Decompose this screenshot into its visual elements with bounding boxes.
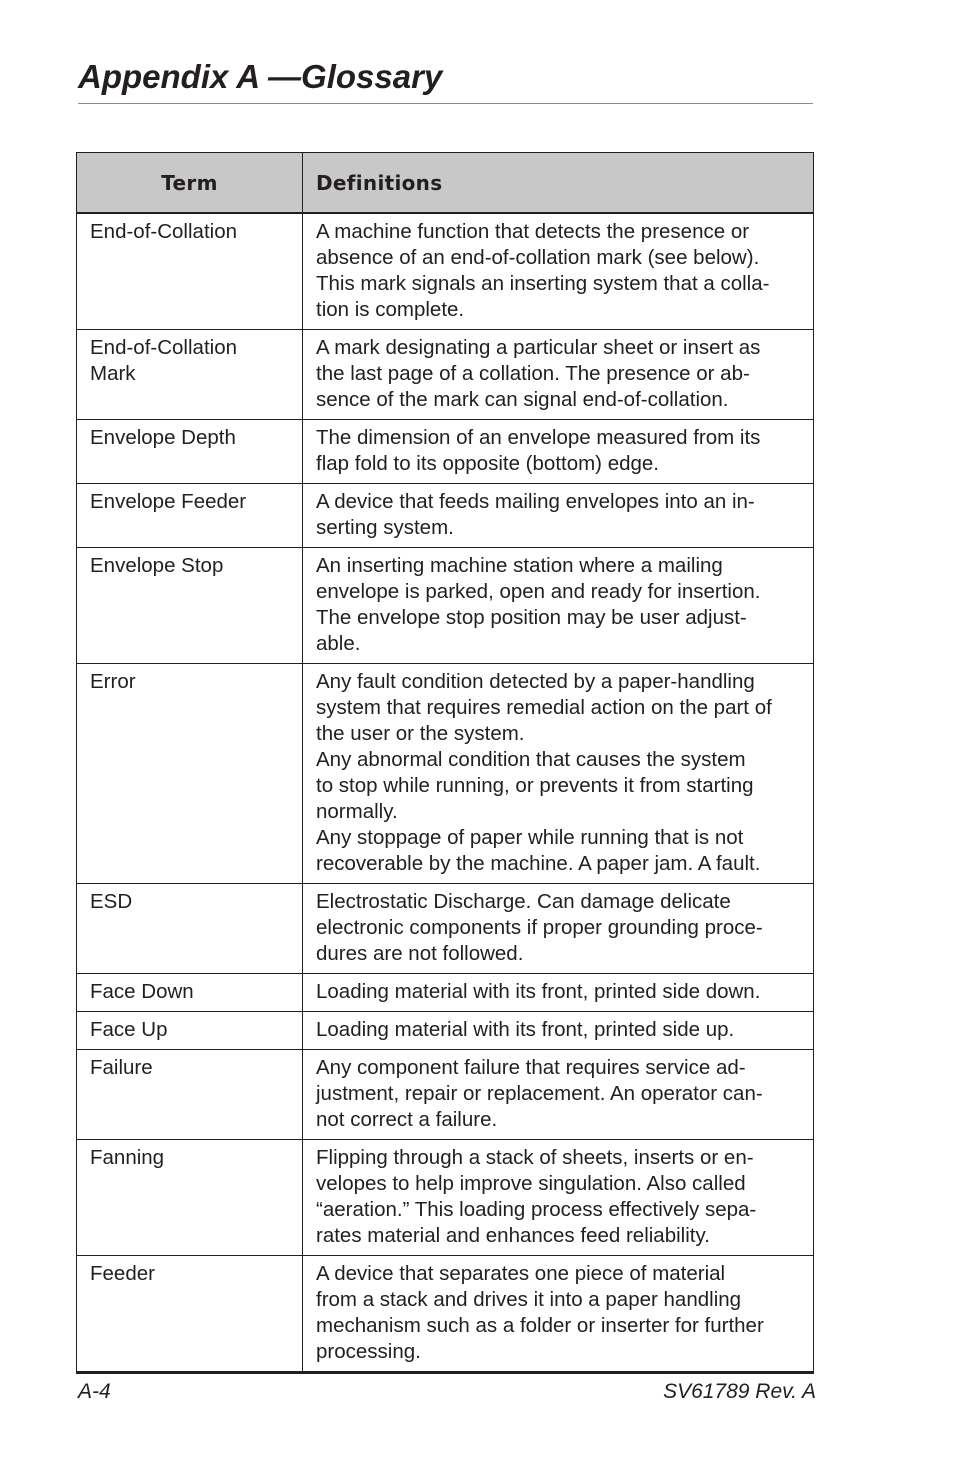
table-row (77, 484, 814, 548)
term-cell: Failure (77, 1050, 303, 1140)
definition-cell: Any fault condition detected by a paper-handling system that requires remedial action on the part of the user or the system. Any abnormal condition that causes the system to stop while running, or prevents it from starting normally. Any stoppage of paper while running that is not recoverable by the machine. A paper jam. A fault. (303, 664, 814, 884)
term-cell: Face Down (77, 974, 303, 1012)
footer-document-id: SV61789 Rev. A (663, 1380, 816, 1403)
table-header-row (77, 153, 814, 214)
term-column-header: Term (77, 153, 303, 214)
footer-page-number: A-4 (78, 1380, 111, 1403)
title-divider (78, 103, 813, 104)
term-cell: ESD (77, 884, 303, 974)
page-title: Appendix A —Glossary (78, 58, 443, 95)
term-cell: Envelope Feeder (77, 484, 303, 548)
definition-cell: A machine function that detects the presence or absence of an end-of-collation mark (see below). This mark signals an inserting system that a colla- tion is complete. (303, 213, 814, 330)
definition-cell: An inserting machine station where a mailing envelope is parked, open and ready for insertion. The envelope stop position may be user adjust- able. (303, 548, 814, 664)
glossary-table (76, 152, 814, 1374)
definition-cell: A mark designating a particular sheet or insert as the last page of a collation. The presence or ab- sence of the mark can signal end-of-collation. (303, 330, 814, 420)
definition-cell: The dimension of an envelope measured from its flap fold to its opposite (bottom) edge. (303, 420, 814, 484)
table-row (77, 1050, 814, 1140)
term-cell: Envelope Depth (77, 420, 303, 484)
definition-cell: Loading material with its front, printed side down. (303, 974, 814, 1012)
term-cell: Face Up (77, 1012, 303, 1050)
term-cell: Feeder (77, 1256, 303, 1373)
definition-cell: A device that feeds mailing envelopes into an in- serting system. (303, 484, 814, 548)
definition-cell: Any component failure that requires service ad- justment, repair or replacement. An operator can- not correct a failure. (303, 1050, 814, 1140)
table-row (77, 1256, 814, 1373)
table-row (77, 1140, 814, 1256)
definitions-column-header: Definitions (303, 153, 814, 214)
table-row (77, 420, 814, 484)
table-row (77, 213, 814, 330)
term-cell: End-of-Collation (77, 213, 303, 330)
definition-cell: Loading material with its front, printed side up. (303, 1012, 814, 1050)
table-row (77, 884, 814, 974)
term-cell: Fanning (77, 1140, 303, 1256)
definition-cell: A device that separates one piece of material from a stack and drives it into a paper handling mechanism such as a folder or inserter for further processing. (303, 1256, 814, 1373)
definition-cell: Electrostatic Discharge. Can damage delicate electronic components if proper grounding proce- dures are not followed. (303, 884, 814, 974)
table-row (77, 664, 814, 884)
definition-cell: Flipping through a stack of sheets, inserts or en- velopes to help improve singulation. Also called “aeration.” This loading process effectively sepa- rates material and enhances feed reliability. (303, 1140, 814, 1256)
term-cell: Envelope Stop (77, 548, 303, 664)
term-cell: End-of-Collation Mark (77, 330, 303, 420)
term-cell: Error (77, 664, 303, 884)
table-row (77, 1012, 814, 1050)
table-row (77, 330, 814, 420)
table-row (77, 548, 814, 664)
table-row (77, 974, 814, 1012)
